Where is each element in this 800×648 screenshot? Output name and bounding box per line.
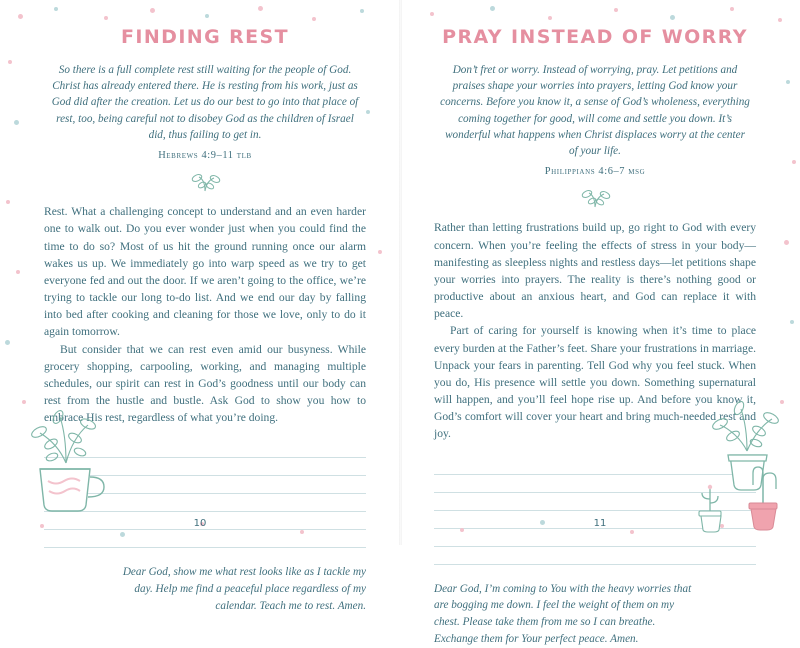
confetti-dot: [258, 6, 263, 11]
confetti-dot: [548, 16, 552, 20]
devotional-body: [44, 203, 366, 426]
left-page: [0, 0, 400, 612]
body-paragraph: Part of caring for yourself is knowing when it’s time to place every burden at the Father’s feet. Share your frustrations in marriage. Unpack your fears in parenting. Tell God why you feel stuck. When you do, His presence will settle you down. Something supernatural will happen, and you’ll feel hope rise up. And before you know it, God’s comfort will cover your heart and bring much-needed rest and joy.: [434, 324, 756, 441]
confetti-dot: [120, 532, 125, 537]
confetti-dot: [360, 9, 364, 13]
confetti-dot: [16, 270, 20, 274]
confetti-dot: [786, 80, 790, 84]
confetti-dot: [490, 6, 495, 11]
body-paragraph: Rest. What a challenging concept to understand and an even harder one to walk out. Do you ever wonder just when you could find the time to do so? Most of us hit the ground running once our alarm wakes us up. We immediately go into warp speed as we try to get everyone fed and out the door. If we aren’t going to the office, we’re trying to tackle our long to-do list. And we end our day by falling into bed after cooking and cleaning for those we love, only to do it again tomorrow.: [44, 205, 366, 339]
leaf-sprig-icon: [569, 190, 621, 210]
confetti-dot: [778, 18, 782, 22]
scripture-quote: [440, 62, 750, 179]
confetti-dot: [630, 530, 634, 534]
teacup-with-plant-illustration: [18, 407, 114, 517]
body-paragraph: But consider that we can rest even amid our busyness. While grocery shopping, carpooling, working, and managing multiple schedules, our spirit can rest in God’s goodness until our body can rest from the hustle and bustle. Ask God to show you how to embrace His rest, regardless of what you’re doing.: [44, 342, 366, 425]
scripture-text: Don’t fret or worry. Instead of worrying, pray. Let petitions and praises shape your worries into prayers, letting God know your concerns. Before you know it, a sense of God’s wholeness, everything coming together for good, will come and settle you down. It’s wonderful what happens when Christ displaces worry at the center of your life.: [440, 64, 750, 158]
scripture-reference: Hebrews 4:9–11 tlb: [158, 150, 252, 162]
confetti-dot: [792, 160, 796, 164]
book-spine: [399, 0, 402, 545]
confetti-dot: [670, 15, 675, 20]
page-number: 10: [193, 518, 207, 529]
teacup-plant-icon: [18, 407, 114, 517]
confetti-dot: [5, 340, 10, 345]
leaf-sprig-icon: [179, 174, 231, 194]
confetti-dot: [14, 120, 19, 125]
confetti-dot: [18, 14, 23, 19]
page-title: FINDING REST: [121, 26, 289, 48]
confetti-dot: [205, 14, 209, 18]
leaf-sprig-divider: [44, 173, 366, 195]
confetti-dot: [614, 8, 618, 12]
confetti-dot: [6, 200, 10, 204]
confetti-dot: [312, 17, 316, 21]
leaf-sprig-divider: [434, 189, 756, 211]
scripture-quote: [50, 62, 360, 163]
journal-line[interactable]: [44, 530, 366, 548]
confetti-dot: [784, 240, 789, 245]
confetti-dot: [430, 12, 434, 16]
scripture-text: So there is a full complete rest still waiting for the people of God. Christ has already entered there. He is resting from his work, just as God did after the creation. Let us do our best to go into that place of rest, too, being careful not to disobey God as the children of Israel did, thus failing to get in.: [51, 64, 359, 141]
right-page: [400, 0, 800, 645]
confetti-dot: [22, 400, 26, 404]
confetti-dot: [8, 60, 12, 64]
confetti-dot: [150, 8, 155, 13]
body-paragraph: Rather than letting frustrations build up, go right to God with every concern. When you’re feeling the effects of stress in your body—manifesting as sleepless nights and restless days—let petitions shape your worries into prayers. The reality is there’s nothing good or productive about an anxious heart, and God can replace it with peace.: [434, 221, 756, 321]
page-title: PRAY INSTEAD OF WORRY: [442, 26, 748, 48]
confetti-dot: [730, 7, 734, 11]
confetti-dot: [300, 530, 304, 534]
prayer-text: Dear God, I’m coming to You with the heavy worries that are bogging me down. I feel the weight of them on my chest. Please take them from me so I can breathe. Exchange them for Your perfect peace. Amen.: [434, 582, 692, 645]
confetti-dot: [54, 7, 58, 11]
confetti-dot: [366, 110, 370, 114]
confetti-dot: [104, 16, 108, 20]
confetti-dot: [790, 320, 794, 324]
confetti-dot: [378, 250, 382, 254]
journal-line[interactable]: [434, 547, 756, 565]
scripture-reference: Philippians 4:6–7 msg: [544, 166, 646, 178]
page-number: 11: [593, 518, 607, 529]
prayer-text: Dear God, show me what rest looks like as I tackle my day. Help me find a peaceful place regardless of my calendar. Teach me to rest. Amen.: [122, 566, 366, 612]
